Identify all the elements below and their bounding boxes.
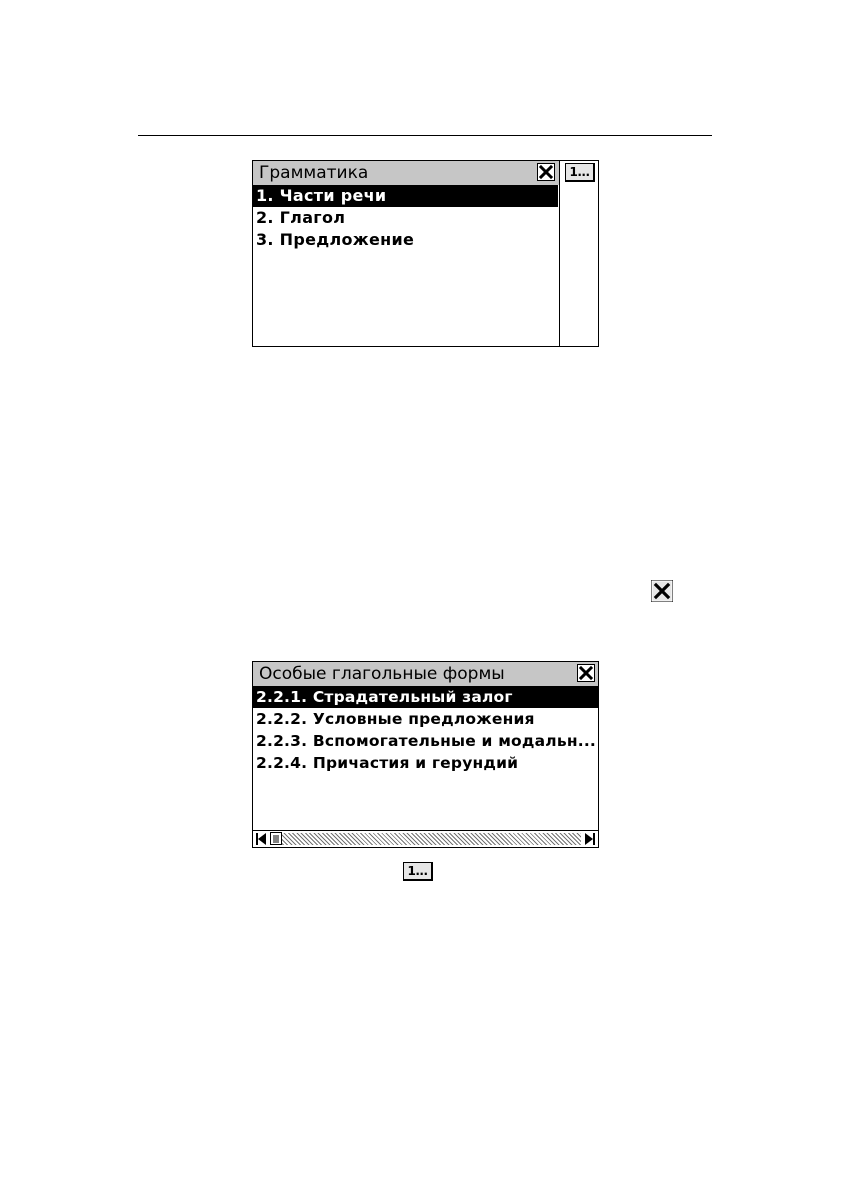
close-button[interactable] <box>577 664 595 682</box>
arrow-right-icon[interactable] <box>582 832 596 846</box>
title-bar <box>253 161 559 185</box>
close-button-inline <box>651 580 673 602</box>
side-panel <box>559 161 598 346</box>
list-item[interactable]: 2.2.3. Вспомогательные и модальн... <box>256 732 597 750</box>
title-bar <box>253 662 598 686</box>
list-item[interactable]: 2.2.1. Страдательный залог <box>253 686 598 708</box>
verb-forms-window <box>252 661 599 848</box>
list-item[interactable]: 2.2.2. Условные предложения <box>256 710 535 728</box>
list-item[interactable]: 2. Глагол <box>256 208 346 227</box>
close-button[interactable] <box>537 163 555 181</box>
numbering-button-inline: 1... <box>403 862 433 881</box>
scroll-thumb[interactable] <box>270 832 282 845</box>
list-item[interactable]: 1. Части речи <box>253 185 558 207</box>
numbering-button[interactable]: 1... <box>565 163 595 182</box>
close-icon <box>539 165 553 179</box>
arrow-left-icon[interactable] <box>255 832 269 846</box>
topic-list <box>253 185 558 251</box>
horizontal-scrollbar[interactable] <box>253 830 598 847</box>
topic-list <box>253 686 598 774</box>
list-item[interactable]: 2.2.4. Причастия и герундий <box>256 754 519 772</box>
scroll-track[interactable] <box>270 833 581 845</box>
horizontal-rule <box>138 135 712 136</box>
list-item[interactable]: 3. Предложение <box>256 230 415 249</box>
grammar-window <box>252 160 599 347</box>
window-title: Особые глагольные формы <box>259 664 505 684</box>
grip-icon <box>273 835 279 843</box>
window-title: Грамматика <box>259 163 369 183</box>
close-icon <box>579 666 593 680</box>
close-icon <box>651 580 673 602</box>
